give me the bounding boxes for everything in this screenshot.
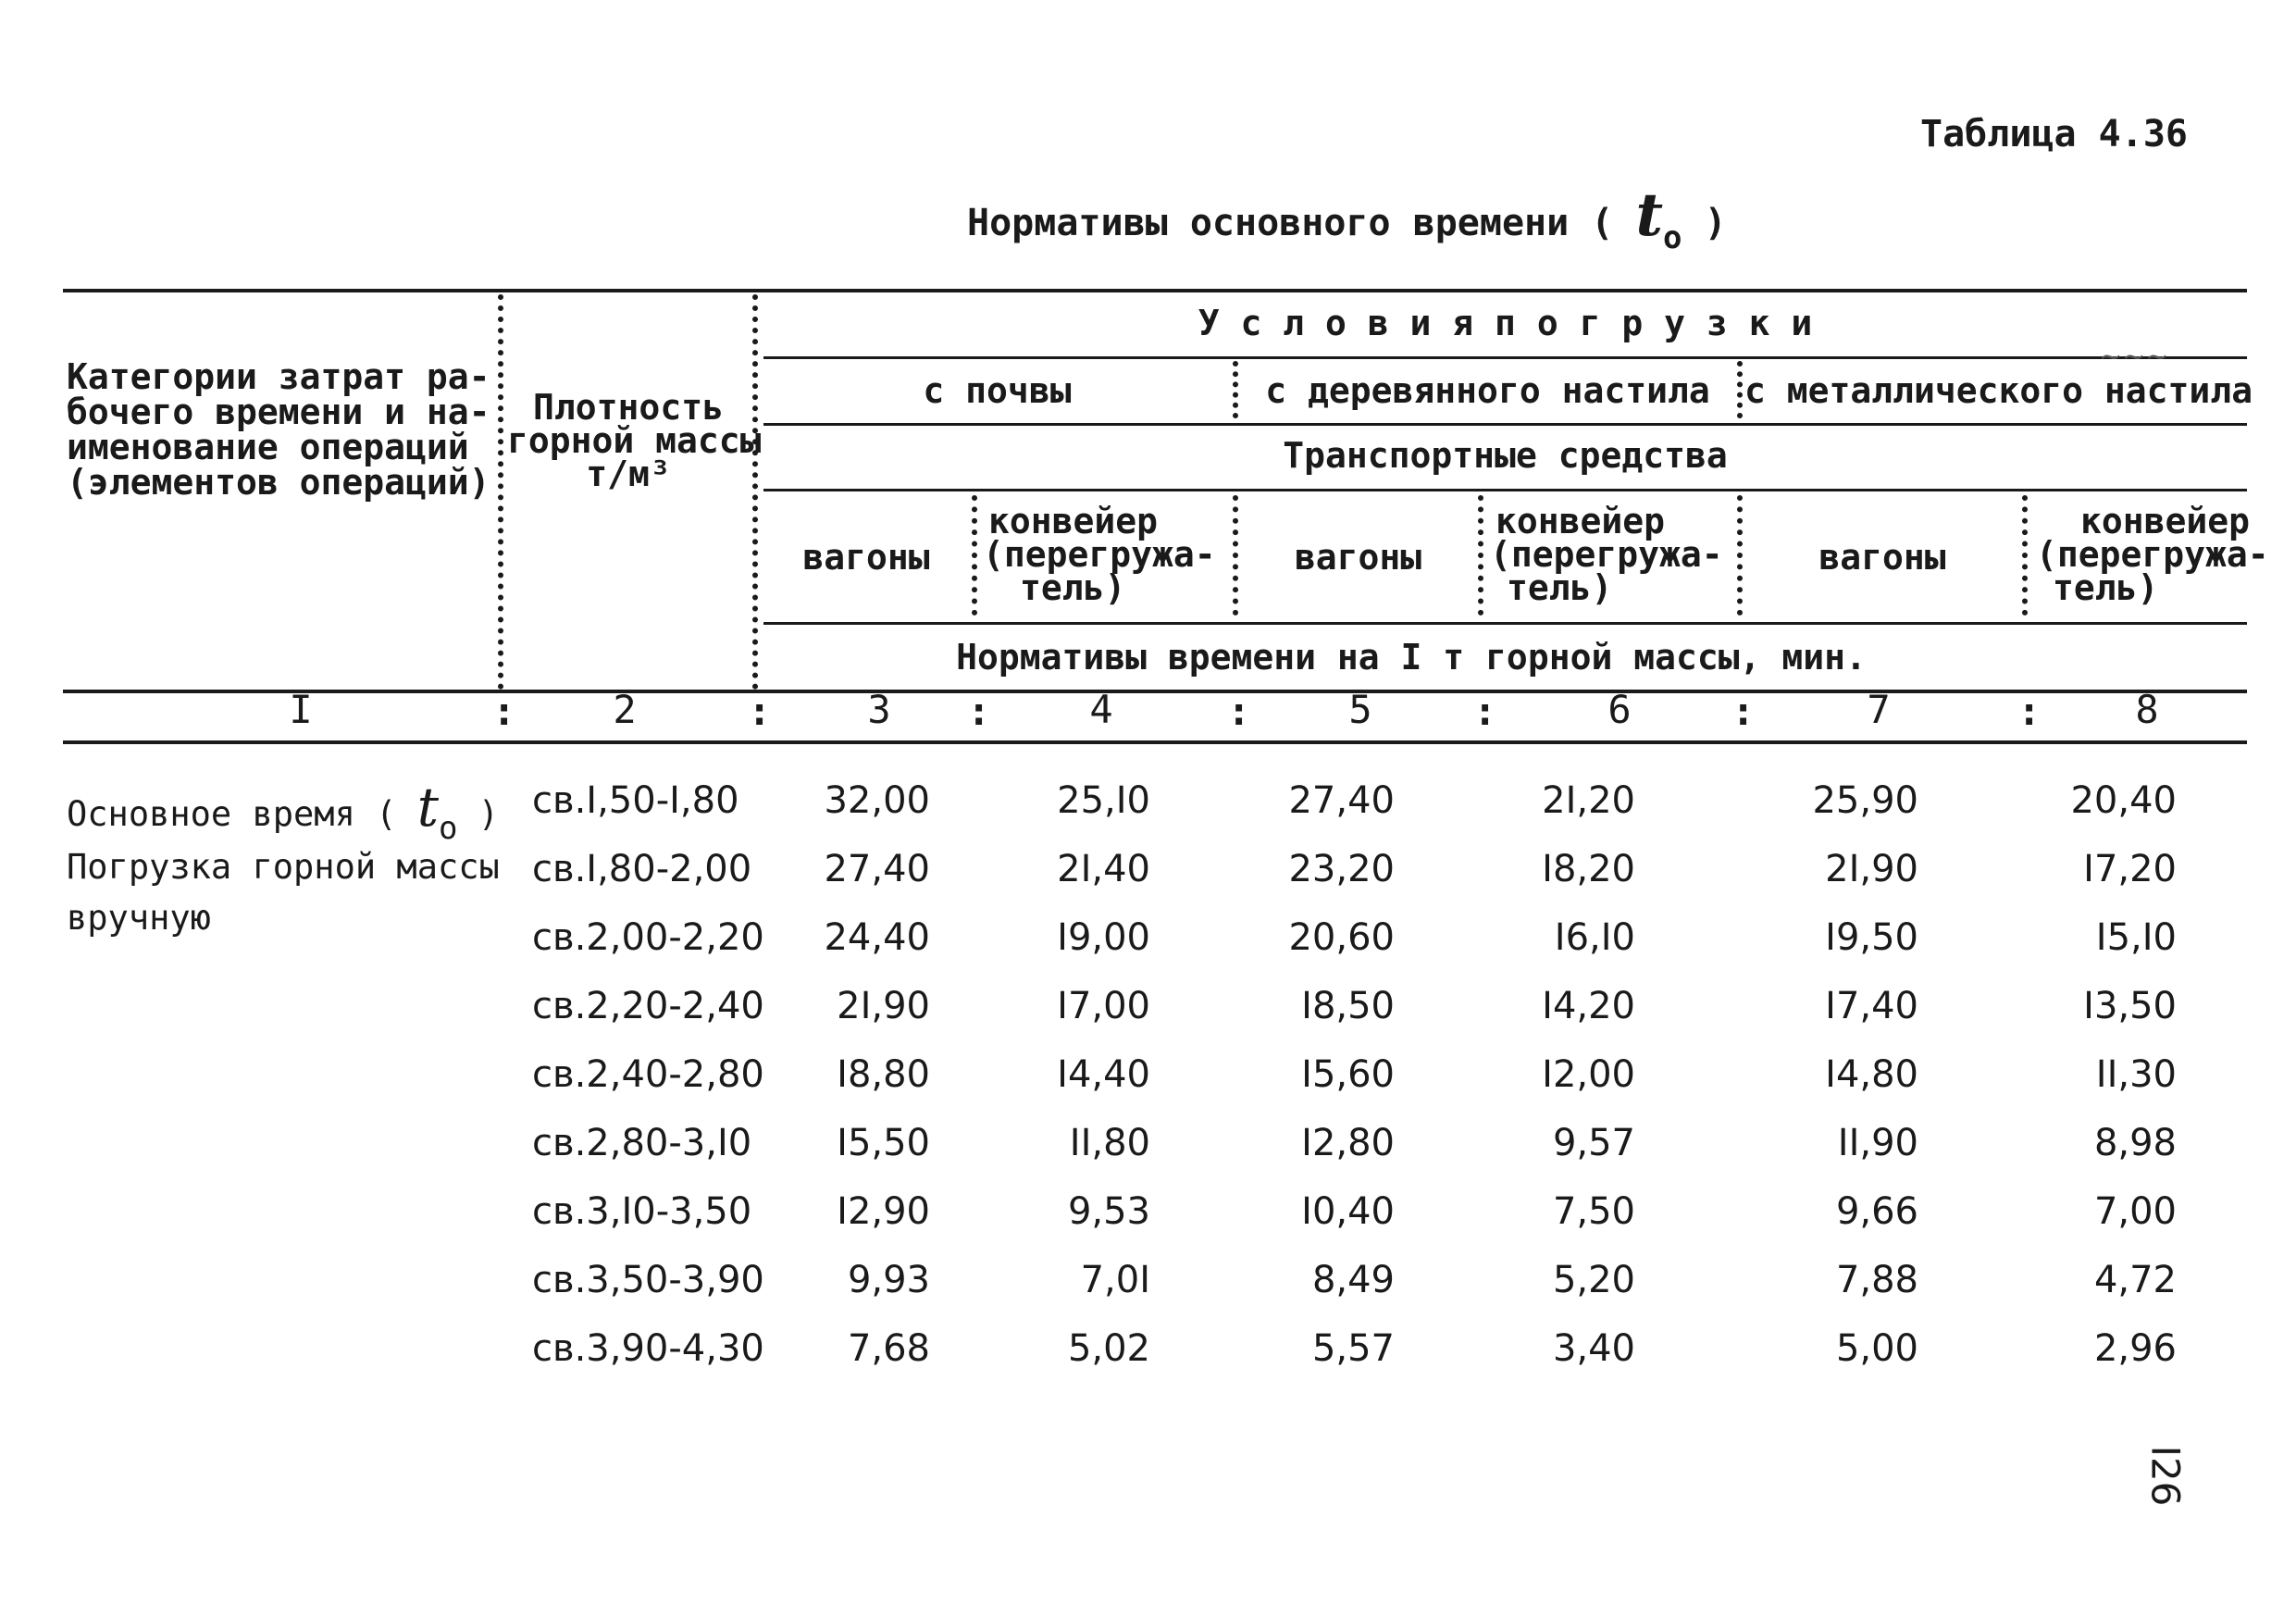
table-cell: 24,40 [824, 916, 930, 959]
table-cell: I4,20 [1542, 985, 1635, 1027]
rule-transport [763, 489, 2247, 491]
colnum-4: 4 [1089, 687, 1113, 732]
title-text: Нормативы основного времени ( [967, 202, 1614, 244]
table-cell: 23,20 [1288, 848, 1395, 890]
table-cell: I8,80 [837, 1053, 930, 1096]
table-cell: I7,00 [1057, 985, 1150, 1027]
table-cell: 5,00 [1835, 1327, 1918, 1370]
vsep-v5 [2022, 495, 2028, 616]
colnum-5: 5 [1348, 687, 1372, 732]
table-cell: I5,50 [837, 1122, 930, 1164]
table-cell: 2,96 [2093, 1327, 2177, 1370]
table-cell: 2I,40 [1057, 848, 1150, 890]
table-cell: 8,49 [1311, 1259, 1395, 1301]
table-cell: 9,66 [1835, 1190, 1918, 1233]
rule-conditions [763, 356, 2247, 359]
row-main-label [67, 776, 500, 847]
table-cell: I9,50 [1825, 916, 1918, 959]
density-range: св.2,40-2,80 [532, 1053, 764, 1096]
table-cell: 8,98 [2093, 1122, 2177, 1164]
vehicle-wagons-1: вагоны [802, 537, 930, 578]
vehicle-wagons-2: вагоны [1294, 537, 1422, 578]
colnum-2: 2 [613, 687, 637, 732]
table-cell: 7,0I [1080, 1259, 1150, 1301]
table-cell: 2I,20 [1542, 779, 1635, 822]
table-cell: 5,57 [1311, 1327, 1395, 1370]
table-cell: 25,90 [1812, 779, 1918, 822]
colnum-3: 3 [867, 687, 891, 732]
title-subscript: o [1663, 219, 1682, 256]
group-wood-deck: с деревянного настила [1265, 370, 1710, 411]
conveyor-line: тель) [1020, 567, 1126, 608]
colnum-sep: : [1731, 689, 1756, 734]
table-cell: 3,40 [1552, 1327, 1635, 1370]
header-category-line: именование операций [67, 427, 469, 467]
row-desc-line2: Погрузка горной массы [67, 847, 500, 887]
colnum-8: 8 [2135, 687, 2159, 732]
table-cell: I9,00 [1057, 916, 1150, 959]
header-density [507, 387, 762, 494]
table-label: Таблица 4.36 [1920, 113, 2188, 155]
rule-vehicles [763, 622, 2247, 625]
table-cell: I7,20 [2083, 848, 2177, 890]
table-cell: 27,40 [1288, 779, 1395, 822]
header-density-unit: т/м³ [586, 454, 671, 494]
header-category-line: Категории затрат ра- [67, 356, 490, 397]
table-cell: II,90 [1837, 1122, 1918, 1164]
table-cell: 20,40 [2070, 779, 2177, 822]
conveyor-line: (перегружа- [2036, 534, 2269, 575]
table-cell: 27,40 [824, 848, 930, 890]
density-range: св.3,I0-3,50 [532, 1190, 752, 1233]
conveyor-line: тель) [2053, 567, 2159, 608]
table-cell: 2I,90 [837, 985, 930, 1027]
table-cell: 9,93 [847, 1259, 930, 1301]
table-cell: I5,60 [1301, 1053, 1395, 1096]
table-cell: 5,02 [1067, 1327, 1150, 1370]
density-range: св.3,50-3,90 [532, 1259, 764, 1301]
table-cell: 32,00 [824, 779, 930, 822]
density-range: св.I,80-2,00 [532, 848, 752, 890]
handwritten-scribble: ~~~ [2099, 341, 2169, 373]
table-cell: I6,I0 [1554, 916, 1635, 959]
conveyor-line: конвейер [2080, 501, 2251, 541]
table-cell: II,80 [1069, 1122, 1150, 1164]
row-main-symbol: t [416, 776, 440, 839]
header-category-line: бочего времени и на- [67, 392, 490, 432]
density-range: св.2,20-2,40 [532, 985, 764, 1027]
colnum-sep: : [2017, 689, 2042, 734]
table-cell: I4,80 [1825, 1053, 1918, 1096]
table-cell: I8,20 [1542, 848, 1635, 890]
title-close: ) [1704, 202, 1727, 244]
header-transport: Транспортные средства [1283, 435, 1728, 476]
density-range: св.2,00-2,20 [532, 916, 764, 959]
conveyor-line: (перегружа- [983, 534, 1216, 575]
table-cell: II,30 [2095, 1053, 2177, 1096]
colnum-sep: : [967, 689, 991, 734]
header-conditions: У с л о в и я п о г р у з к и [1198, 303, 1813, 343]
row-main-sub: o [439, 810, 458, 847]
title-symbol: t [1635, 180, 1664, 250]
group-from-ground: с почвы [923, 370, 1072, 411]
header-category-line: (элементов операций) [67, 462, 490, 503]
table-cell: I2,00 [1542, 1053, 1635, 1096]
table-cell: I8,50 [1301, 985, 1395, 1027]
table-cell: I5,I0 [2095, 916, 2177, 959]
colnum-7: 7 [1867, 687, 1891, 732]
table-cell: I2,90 [837, 1190, 930, 1233]
table-title [967, 180, 1727, 256]
table-cell: 9,57 [1552, 1122, 1635, 1164]
table-cell: 7,68 [847, 1327, 930, 1370]
vsep-col1 [498, 294, 503, 690]
table-cell: 4,72 [2093, 1259, 2177, 1301]
table-cell: I7,40 [1825, 985, 1918, 1027]
vsep-group2 [1737, 361, 1743, 418]
vehicle-conveyor-3 [2036, 501, 2269, 608]
table-cell: 25,I0 [1057, 779, 1150, 822]
row-desc-line3: вручную [67, 898, 211, 938]
colnum-sep: : [492, 689, 516, 734]
page-number: I26 [2142, 1445, 2189, 1507]
density-range: св.3,90-4,30 [532, 1327, 764, 1370]
table-cell: 5,20 [1552, 1259, 1635, 1301]
table-cell: 9,53 [1067, 1190, 1150, 1233]
table-cell: 7,88 [1835, 1259, 1918, 1301]
table-cell: I4,40 [1057, 1053, 1150, 1096]
rule-groups [763, 423, 2247, 426]
header-category [67, 356, 490, 503]
vehicle-conveyor-1 [983, 501, 1216, 608]
table-cell: I2,80 [1301, 1122, 1395, 1164]
vsep-group1 [1233, 361, 1238, 418]
density-range: св.2,80-3,I0 [532, 1122, 752, 1164]
vsep-col2 [752, 294, 758, 690]
rule-top [63, 289, 2247, 292]
vehicle-wagons-3: вагоны [1818, 537, 1946, 578]
header-density-line: Плотность [533, 387, 724, 428]
conveyor-line: конвейер [988, 501, 1159, 541]
row-main-close: ) [478, 794, 500, 834]
colnum-sep: : [1473, 689, 1497, 734]
table-cell: 7,50 [1552, 1190, 1635, 1233]
colnum-sep: : [1227, 689, 1251, 734]
conveyor-line: (перегружа- [1490, 534, 1723, 575]
rule-numbers-bottom [63, 740, 2247, 744]
table-cell: I3,50 [2083, 985, 2177, 1027]
colnum-sep: : [748, 689, 772, 734]
vsep-v2 [1233, 495, 1238, 616]
vsep-v3 [1478, 495, 1483, 616]
vehicle-conveyor-2 [1490, 501, 1723, 608]
row-main-prefix: Основное время ( [67, 794, 397, 834]
density-range: св.I,50-I,80 [532, 779, 739, 822]
vsep-v1 [972, 495, 977, 616]
colnum-1: I [289, 687, 313, 732]
table-cell: 2I,90 [1825, 848, 1918, 890]
vsep-v4 [1737, 495, 1743, 616]
group-metal-deck: с металлического настила [1744, 370, 2253, 411]
header-density-line: горной массы [507, 420, 762, 461]
conveyor-line: тель) [1507, 567, 1613, 608]
conveyor-line: конвейер [1496, 501, 1666, 541]
table-cell: I0,40 [1301, 1190, 1395, 1233]
header-norms: Нормативы времени на I т горной массы, мин. [956, 637, 1867, 678]
table-cell: 20,60 [1288, 916, 1395, 959]
colnum-6: 6 [1607, 687, 1632, 732]
table-cell: 7,00 [2093, 1190, 2177, 1233]
